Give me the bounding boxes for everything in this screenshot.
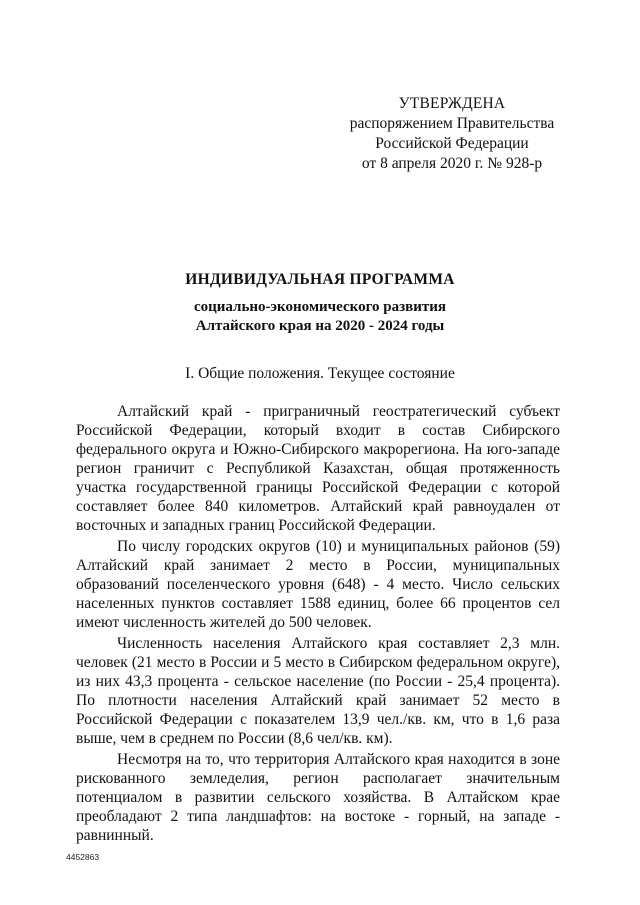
title-subtitle (0, 298, 640, 336)
title-subtitle-line-1: социально-экономического развития (193, 299, 447, 315)
approval-stamp (320, 94, 584, 174)
title-subtitle-line-2: Алтайского края на 2020 - 2024 годы (195, 318, 445, 334)
title-main: ИНДИВИДУАЛЬНАЯ ПРОГРАММА (185, 271, 455, 288)
approval-heading: УТВЕРЖДЕНА (398, 95, 506, 112)
approval-line-2: Российской Федерации (375, 135, 529, 152)
document-title (0, 270, 640, 336)
paragraph-4: Несмотря на то, что территория Алтайского края находится в зоне рискованного земледелия, регион располагает значительным потенциалом в развитии сельского хозяйства. В Алтайском крае преобладают 2 типа ландшафтов: на востоке - горный, на западе - равнинный. (76, 751, 560, 844)
section-heading: I. Общие положения. Текущее состояние (185, 365, 455, 382)
body-text (76, 402, 560, 847)
approval-line-1: распоряжением Правительства (349, 115, 555, 132)
approval-line-3: от 8 апреля 2020 г. № 928-р (361, 155, 543, 172)
paragraph-1: Алтайский край - приграничный геостратегический субъект Российской Федерации, который входит в состав Сибирского федерального округа и Южно-Сибирского макрорегиона. На юго-западе регион граничит с Республикой Казахстан, общая протяженность участка государственной границы Российской Федерации с которой составляет более 840 километров. Алтайский край равноудален от восточных и западных границ Российской Федерации. (76, 403, 560, 534)
paragraph-2: По числу городских округов (10) и муниципальных районов (59) Алтайский край занимает 2 место в России, муниципальных образований поселенческого уровня (648) - 4 место. Число сельских населенных пунктов составляет 1588 единиц, более 66 процентов сел имеют численность жителей до 500 человек. (76, 538, 560, 631)
document-code: 4452863 (66, 852, 100, 862)
paragraph-3: Численность населения Алтайского края составляет 2,3 млн. человек (21 место в России и 5 место в Сибирском федеральном округе), из них 43,3 процента - сельское население (по России - 25,4 процента). По плотности населения Алтайский край занимает 52 место в Российской Федерации с показателем 13,9 чел./кв. км, что в 1,6 раза выше, чем в среднем по России (8,6 чел/кв. км). (76, 635, 560, 747)
